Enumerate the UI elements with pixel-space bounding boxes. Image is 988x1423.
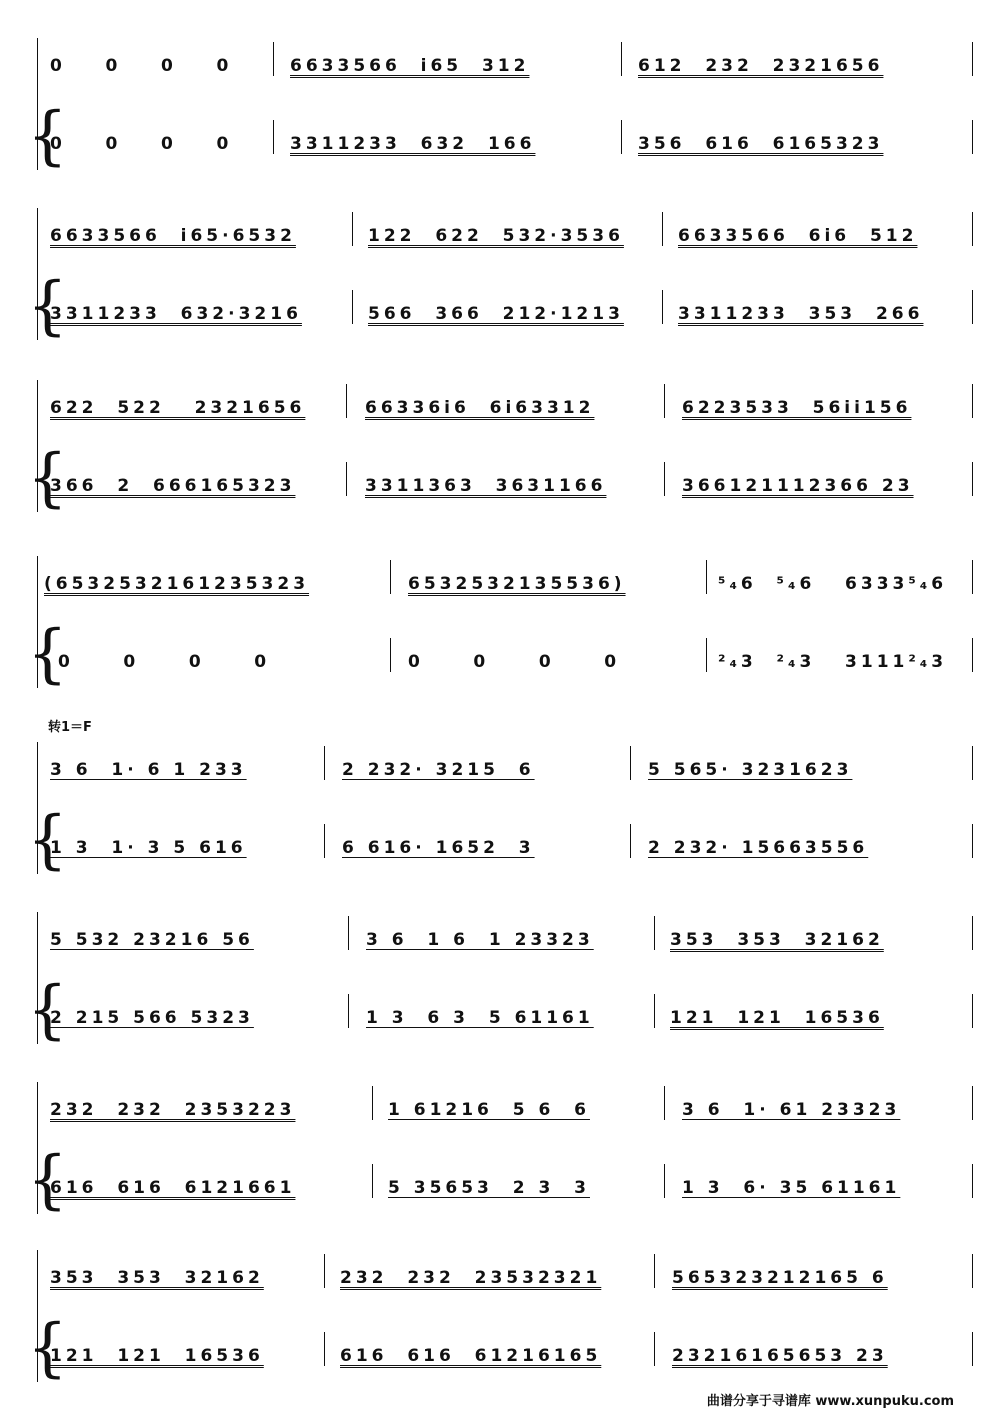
staff-upper bbox=[0, 398, 988, 438]
staff-lower bbox=[0, 652, 988, 692]
barline bbox=[972, 638, 973, 672]
measure: 353 353 32162 bbox=[670, 930, 884, 950]
measure: 566 366 212·1213 bbox=[368, 304, 624, 324]
measure: 366 2 666165323 bbox=[50, 476, 296, 496]
barline bbox=[706, 638, 707, 672]
barline bbox=[630, 824, 631, 858]
barline bbox=[972, 42, 973, 76]
barline bbox=[972, 746, 973, 780]
measure: 6633566 6i6 512 bbox=[678, 226, 918, 246]
measure: 565323212165 6 bbox=[672, 1268, 888, 1288]
brace-icon: { bbox=[27, 617, 68, 691]
brace-icon: { bbox=[27, 441, 68, 515]
barline bbox=[972, 1332, 973, 1366]
barline bbox=[621, 42, 622, 76]
measure: 356 616 6165323 bbox=[638, 134, 884, 154]
measure: 66336i6 6i63312 bbox=[365, 398, 595, 418]
measure: 2 215 566 5323 bbox=[50, 1008, 254, 1028]
barline bbox=[662, 212, 663, 246]
barline bbox=[664, 384, 665, 418]
brace-icon: { bbox=[27, 1143, 68, 1217]
measure: ⁵₄6 ⁵₄6 6333⁵₄6 bbox=[718, 574, 948, 594]
barline bbox=[706, 560, 707, 594]
measure: 232 232 2353223 bbox=[50, 1100, 296, 1120]
barline bbox=[324, 746, 325, 780]
staff-lower bbox=[0, 838, 988, 878]
staff-lower bbox=[0, 1178, 988, 1218]
barline bbox=[972, 1254, 973, 1288]
staff-lower bbox=[0, 1008, 988, 1048]
barline bbox=[972, 824, 973, 858]
measure: 3 6 1· 61 23323 bbox=[682, 1100, 901, 1120]
measure: 121 121 16536 bbox=[50, 1346, 264, 1366]
measure: 2 232· 3215 6 bbox=[342, 760, 535, 780]
barline bbox=[972, 462, 973, 496]
measure: 6633566 i65·6532 bbox=[50, 226, 296, 246]
barline bbox=[654, 994, 655, 1028]
barline bbox=[324, 1254, 325, 1288]
barline bbox=[972, 384, 973, 418]
staff-upper bbox=[0, 56, 988, 96]
barline bbox=[348, 994, 349, 1028]
brace-icon: { bbox=[27, 803, 68, 877]
barline bbox=[273, 120, 274, 154]
staff-lower bbox=[0, 134, 988, 174]
measure: 3 6 1· 6 1 233 bbox=[50, 760, 247, 780]
measure: 1 61216 5 6 6 bbox=[388, 1100, 590, 1120]
staff-upper bbox=[0, 1100, 988, 1140]
key-change-label: 转1＝F bbox=[48, 720, 92, 735]
staff-upper bbox=[0, 574, 988, 614]
staff-lower bbox=[0, 1346, 988, 1386]
measure: 616 616 61216165 bbox=[340, 1346, 602, 1366]
measure: 6532532135536) bbox=[408, 574, 626, 594]
staff-upper bbox=[0, 1268, 988, 1308]
measure: 3 6 1 6 1 23323 bbox=[366, 930, 594, 950]
barline bbox=[972, 120, 973, 154]
measure: 0 0 0 0 bbox=[50, 56, 233, 76]
measure: ²₄3 ²₄3 3111²₄3 bbox=[718, 652, 948, 672]
measure: 0 0 0 0 bbox=[408, 652, 621, 672]
barline bbox=[972, 560, 973, 594]
staff-lower bbox=[0, 476, 988, 516]
measure: 5 532 23216 56 bbox=[50, 930, 254, 950]
barline bbox=[372, 1086, 373, 1120]
barline bbox=[654, 916, 655, 950]
barline bbox=[390, 560, 391, 594]
barline bbox=[352, 212, 353, 246]
staff-upper bbox=[0, 760, 988, 800]
barline bbox=[654, 1254, 655, 1288]
measure: 6 616· 1652 3 bbox=[342, 838, 535, 858]
measure: 122 622 532·3536 bbox=[368, 226, 624, 246]
staff-upper bbox=[0, 226, 988, 266]
measure: 366121112366 23 bbox=[682, 476, 914, 496]
measure: (6532532161235323 bbox=[44, 574, 310, 594]
barline bbox=[972, 290, 973, 324]
measure: 1 3 6 3 5 61161 bbox=[366, 1008, 594, 1028]
barline bbox=[348, 916, 349, 950]
measure: 1 3 1· 3 5 616 bbox=[50, 838, 247, 858]
brace-icon: { bbox=[27, 99, 68, 173]
measure: 612 232 2321656 bbox=[638, 56, 884, 76]
barline bbox=[324, 1332, 325, 1366]
brace-icon: { bbox=[27, 973, 68, 1047]
barline bbox=[630, 746, 631, 780]
measure: 616 616 6121661 bbox=[50, 1178, 296, 1198]
barline bbox=[664, 1164, 665, 1198]
barline bbox=[664, 1086, 665, 1120]
measure: 0 0 0 0 bbox=[58, 652, 271, 672]
barline bbox=[654, 1332, 655, 1366]
barline bbox=[346, 462, 347, 496]
brace-icon: { bbox=[27, 269, 68, 343]
barline bbox=[972, 916, 973, 950]
barline bbox=[972, 1164, 973, 1198]
barline bbox=[664, 462, 665, 496]
measure: 353 353 32162 bbox=[50, 1268, 264, 1288]
barline bbox=[972, 212, 973, 246]
measure: 3311233 632 166 bbox=[290, 134, 536, 154]
source-credit: 曲谱分享于寻谱库 www.xunpuku.com bbox=[706, 1394, 954, 1409]
staff-upper bbox=[0, 930, 988, 970]
measure: 3311233 353 266 bbox=[678, 304, 924, 324]
barline bbox=[972, 994, 973, 1028]
barline bbox=[621, 120, 622, 154]
barline bbox=[972, 1086, 973, 1120]
barline bbox=[324, 824, 325, 858]
measure: 6633566 i65 312 bbox=[290, 56, 530, 76]
barline bbox=[372, 1164, 373, 1198]
measure: 3311233 632·3216 bbox=[50, 304, 302, 324]
barline bbox=[346, 384, 347, 418]
barline bbox=[390, 638, 391, 672]
measure: 1 3 6· 35 61161 bbox=[682, 1178, 901, 1198]
barline bbox=[662, 290, 663, 324]
measure: 232 232 23532321 bbox=[340, 1268, 602, 1288]
measure: 5 565· 3231623 bbox=[648, 760, 853, 780]
barline bbox=[273, 42, 274, 76]
measure: 622 522 2321656 bbox=[50, 398, 306, 418]
measure: 2 232· 15663556 bbox=[648, 838, 869, 858]
measure: 6223533 56ii156 bbox=[682, 398, 912, 418]
measure: 0 0 0 0 bbox=[50, 134, 233, 154]
measure: 3311363 3631166 bbox=[365, 476, 607, 496]
staff-lower bbox=[0, 304, 988, 344]
barline bbox=[352, 290, 353, 324]
brace-icon: { bbox=[27, 1311, 68, 1385]
measure: 5 35653 2 3 3 bbox=[388, 1178, 590, 1198]
measure: 121 121 16536 bbox=[670, 1008, 884, 1028]
measure: 23216165653 23 bbox=[672, 1346, 888, 1366]
